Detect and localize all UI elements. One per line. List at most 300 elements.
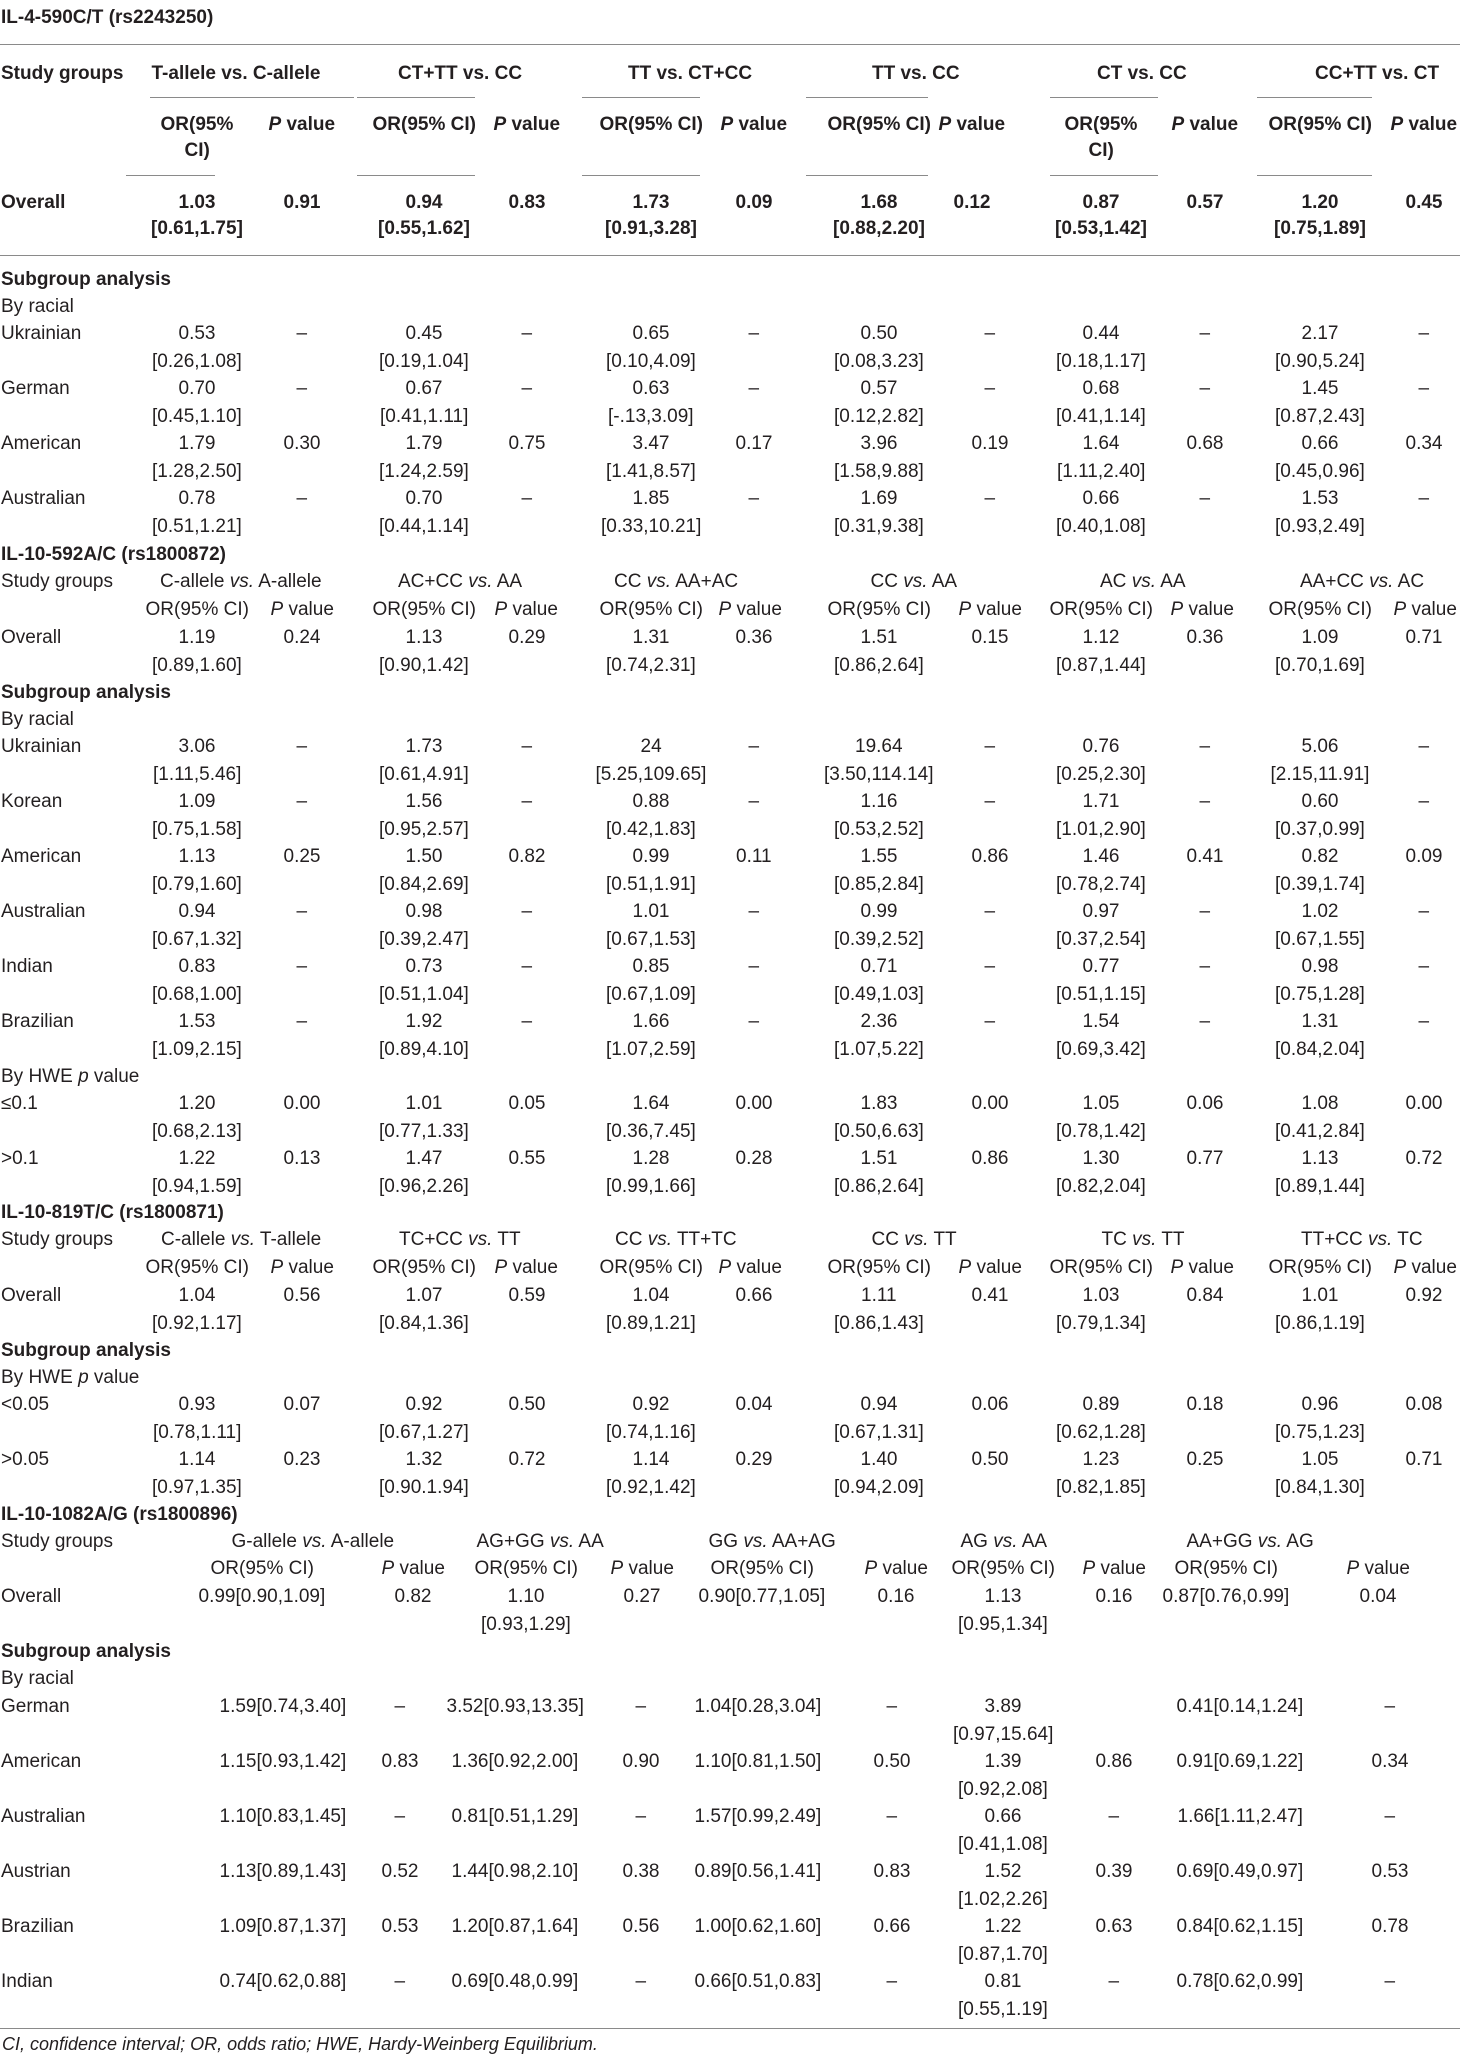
p-value-header: P value	[1170, 598, 1234, 620]
odds-ratio: 0.81[0.51,1.29]	[451, 1806, 579, 1827]
study-groups-header: Study groups	[1, 1531, 113, 1552]
confidence-interval: [0.92,1.17]	[152, 1312, 242, 1334]
p-value: 0.08	[1405, 1394, 1443, 1415]
odds-ratio: 1.12	[1082, 627, 1120, 648]
odds-ratio: 0.99	[860, 901, 898, 922]
grouping-label: By racial	[1, 709, 74, 730]
p-value: 0.78	[1371, 1916, 1409, 1937]
comparison-header: CT vs. CC	[1097, 63, 1187, 84]
subgroup-heading: Subgroup analysis	[1, 1340, 171, 1361]
p-value: –	[748, 791, 760, 812]
row-label: American	[1, 433, 82, 454]
confidence-interval: [0.39,1.74]	[1275, 873, 1365, 895]
confidence-interval: [0.37,2.54]	[1056, 928, 1146, 950]
odds-ratio: 1.09	[178, 791, 216, 812]
odds-ratio: 0.66	[1301, 433, 1339, 454]
odds-ratio: 0.98	[405, 901, 443, 922]
p-value: –	[296, 956, 308, 977]
p-value: 0.06	[971, 1394, 1009, 1415]
p-value: 0.82	[394, 1586, 432, 1607]
confidence-interval: [-.13,3.09]	[608, 405, 694, 427]
confidence-interval: [0.78,1.42]	[1056, 1120, 1146, 1142]
comparison-header: AC+CC vs. AA	[398, 571, 523, 592]
row-label: <0.05	[1, 1394, 50, 1415]
p-value: –	[984, 378, 996, 399]
odds-ratio: 0.77	[1082, 956, 1120, 977]
confidence-interval: [0.41,1.08]	[958, 1833, 1048, 1855]
p-value: –	[1199, 378, 1211, 399]
or-header: OR(95% CI)	[599, 1256, 703, 1278]
comparison-header: TT vs. CC	[872, 63, 960, 84]
confidence-interval: [0.78,2.74]	[1056, 873, 1146, 895]
odds-ratio: 0.69[0.48,0.99]	[451, 1971, 579, 1992]
study-groups-header: Study groups	[1, 571, 113, 592]
or-header: OR(95% CI)	[145, 1256, 249, 1278]
odds-ratio: 1.46	[1082, 846, 1120, 867]
p-value: 0.04	[1359, 1586, 1397, 1607]
confidence-interval: [0.90,5.24]	[1275, 350, 1365, 372]
p-value: 0.30	[283, 433, 321, 454]
comparison-header: C-allele vs. A-allele	[160, 571, 322, 592]
or-header: OR(95% CI)	[1268, 114, 1372, 135]
or-header: OR(95%	[1064, 114, 1138, 135]
confidence-interval: [0.67,1.31]	[834, 1421, 924, 1443]
p-value: –	[748, 488, 760, 509]
odds-ratio: 0.69[0.49,0.97]	[1176, 1861, 1304, 1882]
p-value: –	[394, 1806, 406, 1827]
confidence-interval: [0.95,1.34]	[958, 1613, 1048, 1635]
confidence-interval: [0.51,1.15]	[1056, 983, 1146, 1005]
confidence-interval: [0.99,1.66]	[606, 1175, 696, 1197]
or-header: OR(95% CI)	[827, 598, 931, 620]
odds-ratio: 0.57	[860, 378, 898, 399]
confidence-interval: [0.75,1.89]	[1274, 218, 1366, 239]
confidence-interval: [1.01,2.90]	[1056, 818, 1146, 840]
odds-ratio: 1.64	[632, 1093, 670, 1114]
odds-ratio: 0.73	[405, 956, 443, 977]
or-header: OR(95% CI)	[372, 598, 476, 620]
p-value: 0.66	[735, 1285, 773, 1306]
odds-ratio: 1.13	[1301, 1148, 1339, 1169]
p-value: 0.82	[508, 846, 546, 867]
p-value: –	[748, 1011, 760, 1032]
confidence-interval: [0.95,2.57]	[379, 818, 469, 840]
section-title: IL-10-819T/C (rs1800871)	[1, 1202, 224, 1223]
p-value: 0.72	[1405, 1148, 1443, 1169]
comparison-header: CC vs. TT+TC	[615, 1229, 737, 1250]
p-value-header: P value	[1171, 114, 1239, 135]
odds-ratio: 1.04	[632, 1285, 670, 1306]
p-value: 0.34	[1371, 1751, 1409, 1772]
odds-ratio: 1.45	[1301, 378, 1339, 399]
row-label: Korean	[1, 791, 63, 812]
confidence-interval: [0.86,1.19]	[1275, 1312, 1365, 1334]
comparison-header: TC+CC vs. TT	[399, 1229, 521, 1250]
section-title: IL-10-1082A/G (rs1800896)	[1, 1504, 238, 1525]
odds-ratio: 1.05	[1301, 1449, 1339, 1470]
comparison-header: CC+TT vs. CT	[1315, 63, 1440, 84]
p-value: –	[1108, 1806, 1120, 1827]
p-value: 0.04	[735, 1394, 773, 1415]
confidence-interval: [3.50,114.14]	[824, 763, 934, 785]
odds-ratio: 0.91[0.69,1.22]	[1176, 1751, 1304, 1772]
or-header: OR(95% CI)	[1268, 1256, 1372, 1278]
odds-ratio: 1.20	[1301, 192, 1339, 213]
confidence-interval: [1.11,2.40]	[1057, 460, 1146, 482]
row-label: Australian	[1, 901, 86, 922]
odds-ratio: 0.70	[405, 488, 443, 509]
confidence-interval: [0.51,1.04]	[379, 983, 469, 1005]
odds-ratio: 1.09[0.87,1.37]	[219, 1916, 347, 1937]
header-underline	[357, 175, 475, 176]
confidence-interval: [0.26,1.08]	[152, 350, 242, 372]
p-value: 0.50	[873, 1751, 911, 1772]
confidence-interval: [0.10,4.09]	[606, 350, 696, 372]
odds-ratio: 1.04[0.28,3.04]	[694, 1696, 822, 1717]
p-value-header: P value	[493, 114, 561, 135]
confidence-interval: [0.51,1.21]	[152, 515, 242, 537]
p-value: –	[521, 488, 533, 509]
confidence-interval: [0.94,2.09]	[834, 1476, 924, 1498]
confidence-interval: [0.45,1.10]	[152, 405, 242, 427]
p-value: 0.00	[735, 1093, 773, 1114]
comparison-header: AG vs. AA	[960, 1531, 1048, 1552]
grouping-label: By HWE p value	[1, 1367, 140, 1388]
odds-ratio: 1.13	[984, 1586, 1022, 1607]
comparison-header: C-allele vs. T-allele	[161, 1229, 322, 1250]
confidence-interval: [1.28,2.50]	[152, 460, 242, 482]
p-value-header: P value	[864, 1558, 928, 1579]
header-underline	[1050, 175, 1158, 176]
odds-ratio: 0.96	[1301, 1394, 1339, 1415]
confidence-interval: [0.89,1.44]	[1275, 1175, 1365, 1197]
p-value: –	[1199, 1011, 1211, 1032]
odds-ratio: 1.66[1.11,2.47]	[1177, 1806, 1303, 1827]
odds-ratio: 1.71	[1082, 791, 1120, 812]
confidence-interval: [0.74,1.16]	[606, 1421, 696, 1443]
confidence-interval: [0.96,2.26]	[379, 1175, 469, 1197]
confidence-interval: [0.86,2.64]	[834, 1175, 924, 1197]
p-value: 0.05	[508, 1093, 546, 1114]
odds-ratio: 1.20	[178, 1093, 216, 1114]
header-underline	[1257, 97, 1372, 98]
odds-ratio: 1.23	[1082, 1449, 1120, 1470]
grouping-label: By racial	[1, 296, 74, 317]
confidence-interval: [0.67,1.55]	[1275, 928, 1365, 950]
p-value: –	[296, 1011, 308, 1032]
p-value: –	[296, 901, 308, 922]
odds-ratio: 1.19	[178, 627, 216, 648]
odds-ratio: 1.31	[1301, 1011, 1339, 1032]
confidence-interval: [1.02,2.26]	[958, 1888, 1048, 1910]
confidence-interval: [0.67,1.53]	[606, 928, 696, 950]
confidence-interval: [0.67,1.32]	[152, 928, 242, 950]
confidence-interval: [0.33,10.21]	[601, 515, 702, 537]
odds-ratio: 1.57[0.99,2.49]	[694, 1806, 822, 1827]
comparison-header: AA+GG vs. AG	[1186, 1531, 1314, 1552]
comparison-header: GG vs. AA+AG	[708, 1531, 836, 1552]
confidence-interval: [0.55,1.19]	[958, 1998, 1048, 2020]
odds-ratio: 0.44	[1082, 323, 1120, 344]
p-value: –	[748, 323, 760, 344]
confidence-interval: [1.07,5.22]	[834, 1038, 924, 1060]
p-value: –	[1199, 791, 1211, 812]
confidence-interval: [0.12,2.82]	[834, 405, 924, 427]
confidence-interval: [0.70,1.69]	[1275, 654, 1365, 676]
odds-ratio: 1.44[0.98,2.10]	[451, 1861, 579, 1882]
confidence-interval: [1.24,2.59]	[379, 460, 469, 482]
confidence-interval: [0.67,1.09]	[606, 983, 696, 1005]
confidence-interval: [0.45,0.96]	[1275, 460, 1365, 482]
row-label: ≤0.1	[1, 1093, 38, 1114]
p-value-header: P value	[1393, 1256, 1457, 1278]
confidence-interval: [0.86,1.43]	[834, 1312, 924, 1334]
odds-ratio: 1.53	[1301, 488, 1339, 509]
odds-ratio: 1.73	[632, 192, 670, 213]
row-label: Austrian	[1, 1861, 71, 1882]
comparison-header: T-allele vs. C-allele	[151, 63, 321, 84]
p-value: –	[1418, 736, 1430, 757]
p-value: –	[521, 791, 533, 812]
confidence-interval: [0.31,9.38]	[834, 515, 924, 537]
confidence-interval: [0.89,1.60]	[152, 654, 242, 676]
confidence-interval: [0.36,7.45]	[606, 1120, 696, 1142]
row-label: Indian	[1, 956, 53, 977]
p-value-header: P value	[1170, 1256, 1234, 1278]
p-value: –	[1418, 378, 1430, 399]
p-value: 0.15	[971, 627, 1009, 648]
row-label: >0.05	[1, 1449, 50, 1470]
confidence-interval: [0.82,2.04]	[1056, 1175, 1146, 1197]
odds-ratio: 0.65	[632, 323, 670, 344]
p-value: 0.72	[508, 1449, 546, 1470]
confidence-interval: [5.25,109.65]	[595, 763, 707, 785]
p-value: –	[635, 1696, 647, 1717]
p-value: 0.27	[623, 1586, 661, 1607]
odds-ratio: 0.68	[1082, 378, 1120, 399]
header-underline	[806, 175, 928, 176]
confidence-interval: [0.75,1.28]	[1275, 983, 1365, 1005]
odds-ratio: 1.22	[178, 1148, 216, 1169]
odds-ratio: 2.17	[1301, 323, 1339, 344]
odds-ratio: 1.13[0.89,1.43]	[219, 1861, 347, 1882]
p-value: 0.50	[508, 1394, 546, 1415]
comparison-header: CC vs. AA+AC	[614, 571, 739, 592]
confidence-interval: [2.15,11.91]	[1270, 763, 1370, 785]
p-value: 0.84	[1186, 1285, 1224, 1306]
odds-ratio: 1.09	[1301, 627, 1339, 648]
odds-ratio: 0.83	[178, 956, 216, 977]
confidence-interval: [0.84,1.30]	[1275, 1476, 1365, 1498]
p-value: –	[1418, 791, 1430, 812]
confidence-interval: [0.84,1.36]	[379, 1312, 469, 1334]
p-value: 0.00	[283, 1093, 321, 1114]
confidence-interval: [0.90.1.94]	[379, 1476, 469, 1498]
p-value: –	[521, 323, 533, 344]
odds-ratio: 1.08	[1301, 1093, 1339, 1114]
odds-ratio: 0.99[0.90,1.09]	[198, 1586, 326, 1607]
row-label: Overall	[1, 1285, 62, 1306]
p-value: 0.53	[381, 1916, 419, 1937]
section-title: IL-4-590C/T (rs2243250)	[1, 7, 214, 28]
p-value: –	[1199, 736, 1211, 757]
row-label: Brazilian	[1, 1011, 74, 1032]
confidence-interval: [0.75,1.23]	[1275, 1421, 1365, 1443]
odds-ratio: 0.87	[1082, 192, 1120, 213]
confidence-interval: [0.69,3.42]	[1056, 1038, 1146, 1060]
odds-ratio: 1.51	[860, 1148, 898, 1169]
odds-ratio: 0.84[0.62,1.15]	[1176, 1916, 1304, 1937]
p-value: 0.17	[735, 433, 773, 454]
odds-ratio: 1.83	[860, 1093, 898, 1114]
p-value: 0.16	[877, 1586, 915, 1607]
p-value: –	[748, 956, 760, 977]
p-value-header: P value	[1082, 1558, 1146, 1579]
p-value: –	[521, 1011, 533, 1032]
p-value-header: P value	[1346, 1558, 1410, 1579]
p-value: 0.29	[508, 627, 546, 648]
row-label: German	[1, 378, 70, 399]
p-value-header: P value	[958, 1256, 1022, 1278]
comparison-header: TT vs. CT+CC	[628, 63, 753, 84]
comparison-header: CT+TT vs. CC	[398, 63, 523, 84]
comparison-header: G-allele vs. A-allele	[231, 1531, 395, 1552]
rule	[0, 255, 1460, 256]
rule	[0, 44, 1460, 45]
odds-ratio: 0.78[0.62,0.99]	[1176, 1971, 1304, 1992]
p-value: 0.19	[971, 433, 1009, 454]
odds-ratio: 1.73	[405, 736, 443, 757]
confidence-interval: [0.88,2.20]	[833, 218, 925, 239]
p-value: –	[635, 1806, 647, 1827]
confidence-interval: [0.94,1.59]	[152, 1175, 242, 1197]
p-value: 0.91	[283, 192, 321, 213]
p-value: –	[1199, 323, 1211, 344]
odds-ratio: 24	[640, 736, 662, 757]
confidence-interval: [0.93,2.49]	[1275, 515, 1365, 537]
odds-ratio: 1.16	[860, 791, 898, 812]
or-header: OR(95% CI)	[710, 1558, 814, 1579]
odds-ratio: 0.63	[632, 378, 670, 399]
or-header: OR(95% CI)	[599, 598, 703, 620]
confidence-interval: [0.39,2.52]	[834, 928, 924, 950]
odds-ratio: 1.01	[1301, 1285, 1339, 1306]
p-value: 0.11	[736, 846, 772, 867]
odds-ratio: 0.97	[1082, 901, 1120, 922]
odds-ratio: 1.10	[507, 1586, 545, 1607]
p-value: –	[1418, 901, 1430, 922]
odds-ratio: 0.92	[405, 1394, 443, 1415]
odds-ratio: 1.22	[984, 1916, 1022, 1937]
p-value: 0.63	[1095, 1916, 1133, 1937]
row-label: Brazilian	[1, 1916, 74, 1937]
odds-ratio: 1.02	[1301, 901, 1339, 922]
p-value: –	[521, 956, 533, 977]
confidence-interval: [0.50,6.63]	[834, 1120, 924, 1142]
p-value: 0.16	[1095, 1586, 1133, 1607]
row-label: Australian	[1, 488, 86, 509]
odds-ratio: 0.45	[405, 323, 443, 344]
odds-ratio: 1.14	[178, 1449, 216, 1470]
or-header: OR(95% CI)	[372, 114, 476, 135]
p-value: 0.86	[971, 1148, 1009, 1169]
row-label: American	[1, 846, 82, 867]
confidence-interval: [0.37,0.99]	[1275, 818, 1365, 840]
p-value: –	[296, 378, 308, 399]
p-value: 0.28	[735, 1148, 773, 1169]
header-underline	[582, 175, 700, 176]
p-value: –	[1418, 323, 1430, 344]
p-value: –	[1418, 956, 1430, 977]
odds-ratio: 0.94	[178, 901, 216, 922]
p-value: –	[886, 1971, 898, 1992]
p-value: 0.83	[873, 1861, 911, 1882]
row-label: Overall	[1, 192, 66, 213]
p-value: 0.45	[1405, 192, 1443, 213]
confidence-interval: [0.92,1.42]	[606, 1476, 696, 1498]
p-value: –	[984, 323, 996, 344]
p-value: –	[748, 901, 760, 922]
odds-ratio: 1.03	[1082, 1285, 1120, 1306]
odds-ratio: 1.66	[632, 1011, 670, 1032]
p-value: –	[984, 736, 996, 757]
p-value: –	[984, 901, 996, 922]
confidence-interval: [0.68,2.13]	[152, 1120, 242, 1142]
odds-ratio: 0.92	[632, 1394, 670, 1415]
or-header: OR(95% CI)	[827, 1256, 931, 1278]
header-underline	[806, 97, 928, 98]
odds-ratio: 1.39	[984, 1751, 1022, 1772]
row-label: Ukrainian	[1, 323, 82, 344]
p-value: –	[748, 378, 760, 399]
p-value: 0.34	[1405, 433, 1443, 454]
p-value: 0.39	[1095, 1861, 1133, 1882]
confidence-interval: [0.40,1.08]	[1056, 515, 1146, 537]
odds-ratio: 1.47	[405, 1148, 443, 1169]
odds-ratio: 1.04	[178, 1285, 216, 1306]
p-value: 0.06	[1186, 1093, 1224, 1114]
p-value: –	[1108, 1971, 1120, 1992]
odds-ratio: 0.98	[1301, 956, 1339, 977]
comparison-header: TC vs. TT	[1101, 1229, 1185, 1250]
odds-ratio: 0.89	[1082, 1394, 1120, 1415]
p-value: 0.75	[508, 433, 546, 454]
p-value: 0.66	[873, 1916, 911, 1937]
row-label: Australian	[1, 1806, 86, 1827]
odds-ratio: 3.96	[860, 433, 898, 454]
p-value: 0.83	[381, 1751, 419, 1772]
odds-ratio: 1.50	[405, 846, 443, 867]
odds-ratio: 1.01	[632, 901, 670, 922]
confidence-interval: [0.39,2.47]	[379, 928, 469, 950]
confidence-interval: [0.77,1.33]	[379, 1120, 469, 1142]
p-value: 0.38	[622, 1861, 660, 1882]
confidence-interval: [0.97,15.64]	[953, 1723, 1054, 1745]
p-value: 0.18	[1186, 1394, 1224, 1415]
p-value: –	[984, 1011, 996, 1032]
odds-ratio: 1.10[0.83,1.45]	[219, 1806, 347, 1827]
p-value-header: P value	[720, 114, 788, 135]
row-label: Indian	[1, 1971, 53, 1992]
confidence-interval: [1.09,2.15]	[152, 1038, 242, 1060]
confidence-interval: [0.44,1.14]	[379, 515, 469, 537]
or-header: OR(95% CI)	[145, 598, 249, 620]
odds-ratio: 1.13	[405, 627, 443, 648]
comparison-header: AC vs. AA	[1100, 571, 1186, 592]
or-header: OR(95% CI)	[1174, 1558, 1278, 1579]
p-value: –	[296, 791, 308, 812]
subgroup-heading: Subgroup analysis	[1, 682, 171, 703]
